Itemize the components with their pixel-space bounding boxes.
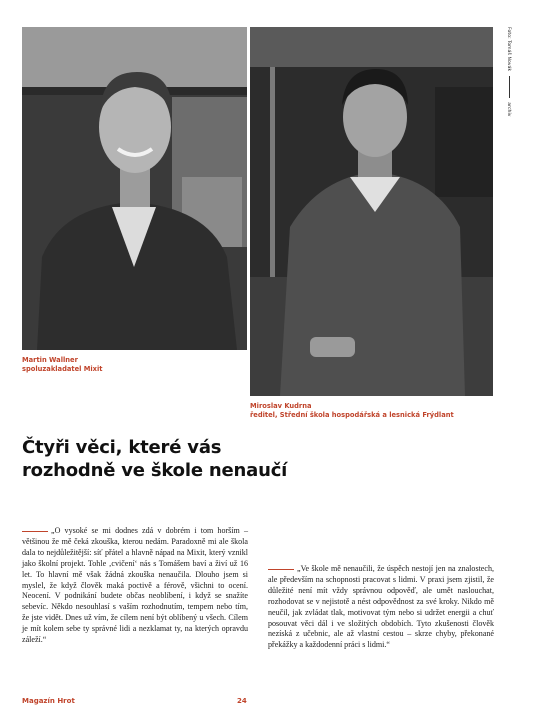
headline-line-2: rozhodně ve škole nenaučí xyxy=(22,460,288,481)
quote-left-lead-rule xyxy=(22,531,48,532)
caption-right xyxy=(250,402,454,420)
portrait-martin-wallner-image xyxy=(22,27,247,350)
quote-left xyxy=(22,526,248,646)
caption-left-name: Martin Wallner xyxy=(22,356,78,364)
photo-credit-label: Foto: Tomáš Novák xyxy=(506,27,511,72)
caption-left-role: spoluzakladatel Mixit xyxy=(22,365,103,373)
portrait-miroslav-kudrna-image xyxy=(250,27,493,396)
quote-left-text: „O vysoké se mi dodnes zdá v dobrém i tom horším – většinou že mě čeká zkouška, kterou nedám. Paradoxně mi ale škola dala to nejdůležitější: síť přátel a hlavně nápad na Mixit, který vznikl jako školní projekt. Tohle ‚cvičení‘ nás s Tomášem baví a živí už 16 let. To hlavní mě však žádná zkouška nenaučila. Dlouho jsem si myslel, že když člověk maká poctivě a férově, všichni to ocení. Neocení. V podnikání budete občas neoblíbení, i když se snažíte sebevíc. Někdo nesouhlasí s vaším rozhodnutím, tempem nebo tím, že jste vidět. Dnes už vím, že cílem není být oblíbený u všech. Cílem je mít kolem sebe ty správné lidi a nezklamat ty, na kterých opravdu záleží.“ xyxy=(22,526,248,645)
headline-line-1: Čtyři věci, které vás xyxy=(22,437,222,458)
quote-right-text: „Ve škole mě nenaučili, že úspěch nestojí jen na znalostech, ale především na schopnosti pracovat s lidmi. V praxi jsem zjistil, že důležité není mít vždy správnou odpověď, ale umět naslouchat, rozhodovat se v nejistotě a nést odpovědnost za své kroky. Nikdo mě neučil, jak zvládat tlak, motivovat tým nebo si udržet energii a chuť posouvat věci dál i ve složitých obdobích. Tyto zkušenosti člověk nezíská z učebnic, ale až vlastní cestou – skrze chyby, překonané překážky a každodenní práci s lidmi.“ xyxy=(268,564,494,650)
caption-left xyxy=(22,356,102,374)
article-headline xyxy=(22,436,322,482)
caption-right-name: Miroslav Kudrna xyxy=(250,402,312,410)
footer-magazine-name: Magazín Hrot xyxy=(22,697,75,705)
caption-right-role: ředitel, Střední škola hospodářská a lesnická Frýdlant xyxy=(250,411,454,419)
quote-right-lead-rule xyxy=(268,569,294,570)
photo-credit-archive: archiv xyxy=(506,102,511,117)
photo-miroslav-kudrna xyxy=(250,27,493,396)
photo-credit xyxy=(506,27,511,117)
footer-page-number: 24 xyxy=(237,697,247,705)
photo-martin-wallner xyxy=(22,27,247,350)
quote-right xyxy=(268,564,494,651)
credit-divider xyxy=(509,76,510,98)
